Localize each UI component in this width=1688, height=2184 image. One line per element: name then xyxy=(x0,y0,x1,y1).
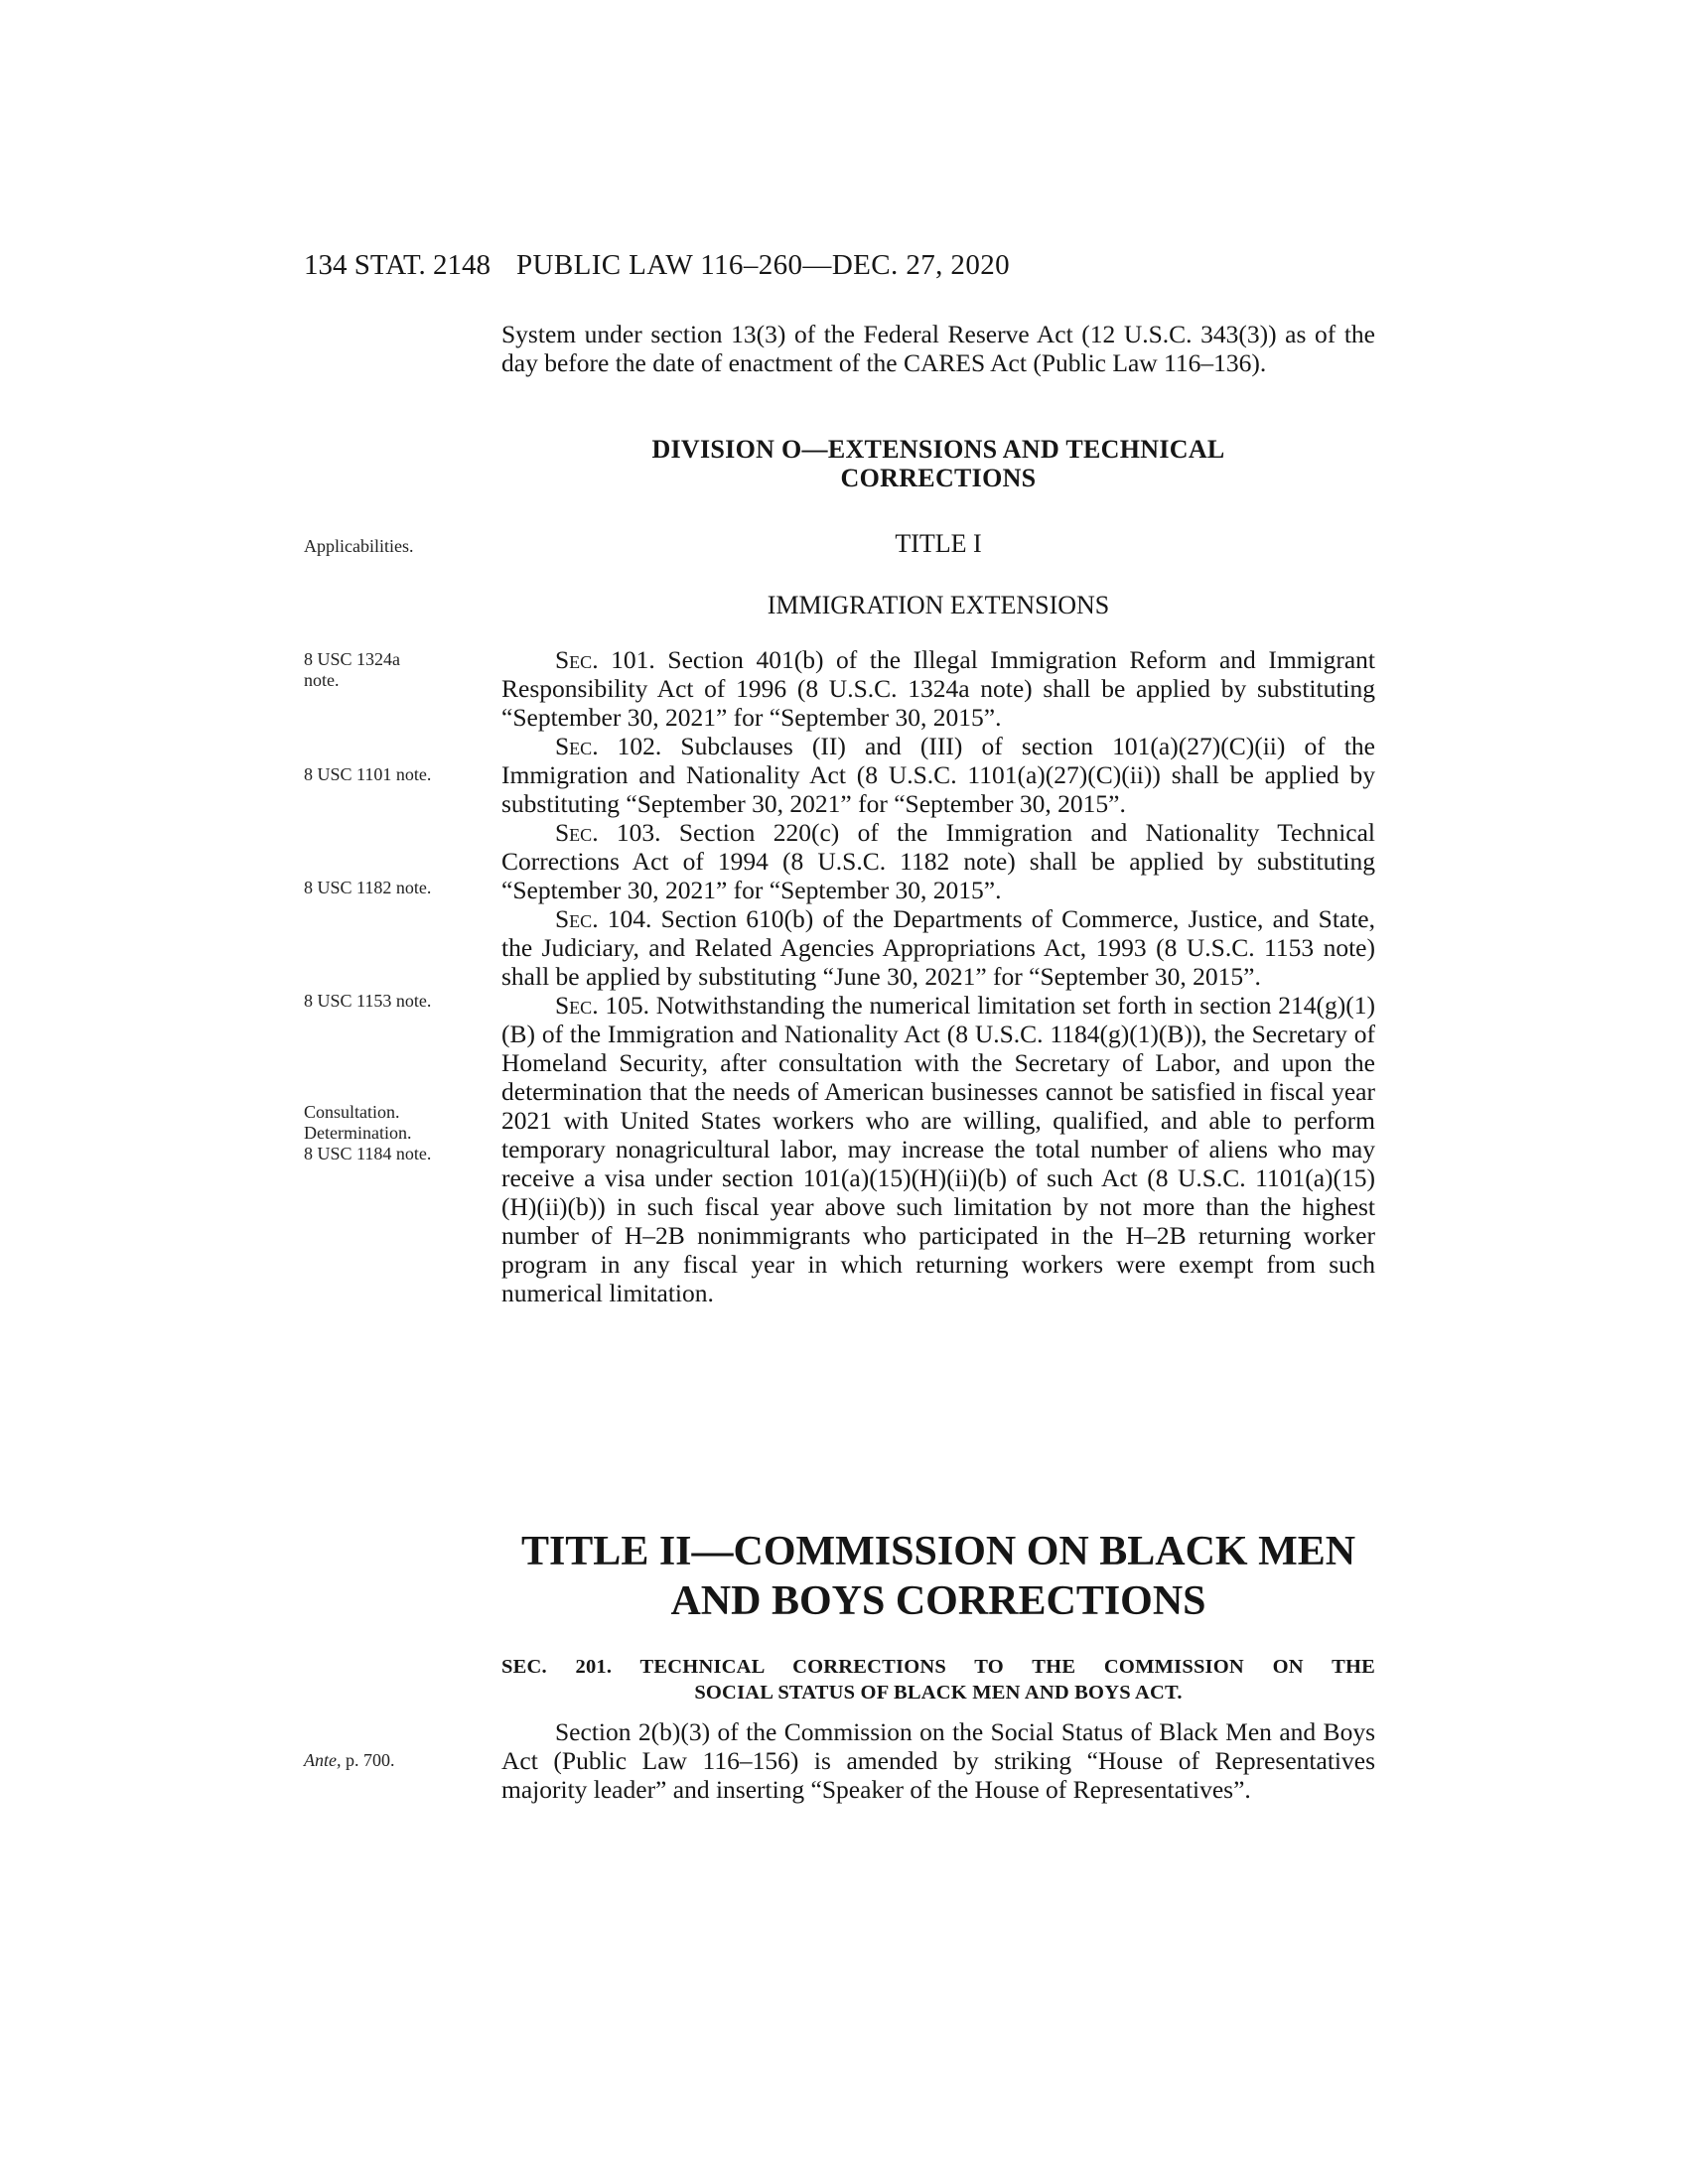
section-105-text: . 105. Notwithstanding the numerical limitation set forth in section 214(g)(1)(B) of the Immigration and Nationality Act (8 U.S.C. 1184(g)(1)(B)), the Secretary of Homeland Security, after consultation with the Secretary of Labor, and upon the determination that the needs of American businesses cannot be satisfied in fiscal year 2021 with United States workers who are willing, qualified, and able to perform temporary nonagricultural labor, may increase the total number of aliens who may receive a visa under section 101(a)(15)(H)(ii)(b) of such Act (8 U.S.C. 1101(a)(15)(H)(ii)(b)) in such fiscal year above such limitation by not more than the highest number of H–2B nonimmigrants who participated in the H–2B returning worker program in any fiscal year in which returning workers were exempt from such numerical limitation. xyxy=(501,991,1375,1307)
page-reference: 134 STAT. 2148 xyxy=(304,249,492,281)
section-102-label: Sec xyxy=(555,732,593,760)
section-104 xyxy=(501,904,1375,991)
title-ii-heading-line1: TITLE II—COMMISSION ON BLACK MEN xyxy=(520,1529,1356,1574)
section-103-text: . 103. Section 220(c) of the Immigration and Nationality Technical Corrections Act of 1994 (8 U.S.C. 1182 note) shall be applied by substituting “September 30, 2021” for “September 30, 2015”. xyxy=(501,818,1375,904)
section-101-label: Sec xyxy=(555,645,593,674)
margin-note-sec104: 8 USC 1153 note. xyxy=(304,991,432,1011)
margin-note-sec105 xyxy=(304,1102,492,1164)
title-i-name: IMMIGRATION EXTENSIONS xyxy=(767,591,1110,619)
title-i-label: TITLE I xyxy=(895,529,982,558)
margin-note-sec201 xyxy=(304,1750,492,1771)
section-101 xyxy=(501,645,1375,732)
margin-note-sec101-line1: 8 USC 1324a xyxy=(304,649,401,669)
section-201-text: Section 2(b)(3) of the Commission on the Social Status of Black Men and Boys Act (Public Law 116–156) is amended by striking “House of Representatives majority leader” and inserting “Speaker of the House of Representatives”. xyxy=(501,1717,1375,1804)
section-105-label: Sec xyxy=(555,991,593,1020)
section-201-heading-line1: SEC. 201. TECHNICAL CORRECTIONS TO THE COMMISSION ON THE xyxy=(501,1656,1375,1678)
margin-note-sec101-line2: note. xyxy=(304,670,340,690)
section-101-text: . 101. Section 401(b) of the Illegal Immigration Reform and Immigrant Responsibility Act of 1996 (8 U.S.C. 1324a note) shall be applied by substituting “September 30, 2021” for “September 30, 2015”. xyxy=(501,645,1375,732)
section-201-heading xyxy=(501,1654,1375,1706)
title-ii-heading-line2: AND BOYS CORRECTIONS xyxy=(670,1578,1206,1624)
margin-note-page: p. 700. xyxy=(341,1750,395,1770)
division-heading-line1: DIVISION O—EXTENSIONS AND TECHNICAL xyxy=(651,435,1225,464)
margin-note-sec103: 8 USC 1182 note. xyxy=(304,878,432,897)
running-title: PUBLIC LAW 116–260—DEC. 27, 2020 xyxy=(516,249,1011,281)
section-102 xyxy=(501,732,1375,818)
margin-note-sec105-usc: 8 USC 1184 note. xyxy=(304,1144,432,1163)
section-103-label: Sec xyxy=(555,818,593,847)
division-heading-line2: CORRECTIONS xyxy=(840,464,1037,492)
section-104-label: Sec xyxy=(555,904,593,933)
margin-note-sec102: 8 USC 1101 note. xyxy=(304,764,432,784)
division-heading xyxy=(501,435,1375,492)
margin-note-determination: Determination. xyxy=(304,1123,412,1143)
title-i-sections xyxy=(501,645,1375,1307)
section-102-text: . 102. Subclauses (II) and (III) of section 101(a)(27)(C)(ii) of the Immigration and Nationality Act (8 U.S.C. 1101(a)(27)(C)(ii)) shall be applied by substituting “September 30, 2021” for “September 30, 2015”. xyxy=(501,732,1375,818)
margin-note-sec101 xyxy=(304,649,492,691)
section-105 xyxy=(501,991,1375,1307)
title-ii-heading xyxy=(501,1527,1375,1626)
section-201 xyxy=(501,1717,1375,1804)
margin-note-consultation: Consultation. xyxy=(304,1102,400,1122)
margin-note-applicabilities: Applicabilities. xyxy=(304,536,414,556)
section-104-text: . 104. Section 610(b) of the Departments of Commerce, Justice, and State, the Judiciary, and Related Agencies Appropriations Act, 1993 (8 U.S.C. 1153 note) shall be applied by substituting “June 30, 2021” for “September 30, 2015”. xyxy=(501,904,1375,991)
section-103 xyxy=(501,818,1375,904)
section-201-heading-line2: SOCIAL STATUS OF BLACK MEN AND BOYS ACT. xyxy=(694,1682,1183,1704)
margin-note-ante: Ante, xyxy=(304,1750,342,1770)
continuation-text: System under section 13(3) of the Federal Reserve Act (12 U.S.C. 343(3)) as of the day before the date of enactment of the CARES Act (Public Law 116–136). xyxy=(501,320,1375,377)
continuation-paragraph xyxy=(501,320,1375,377)
